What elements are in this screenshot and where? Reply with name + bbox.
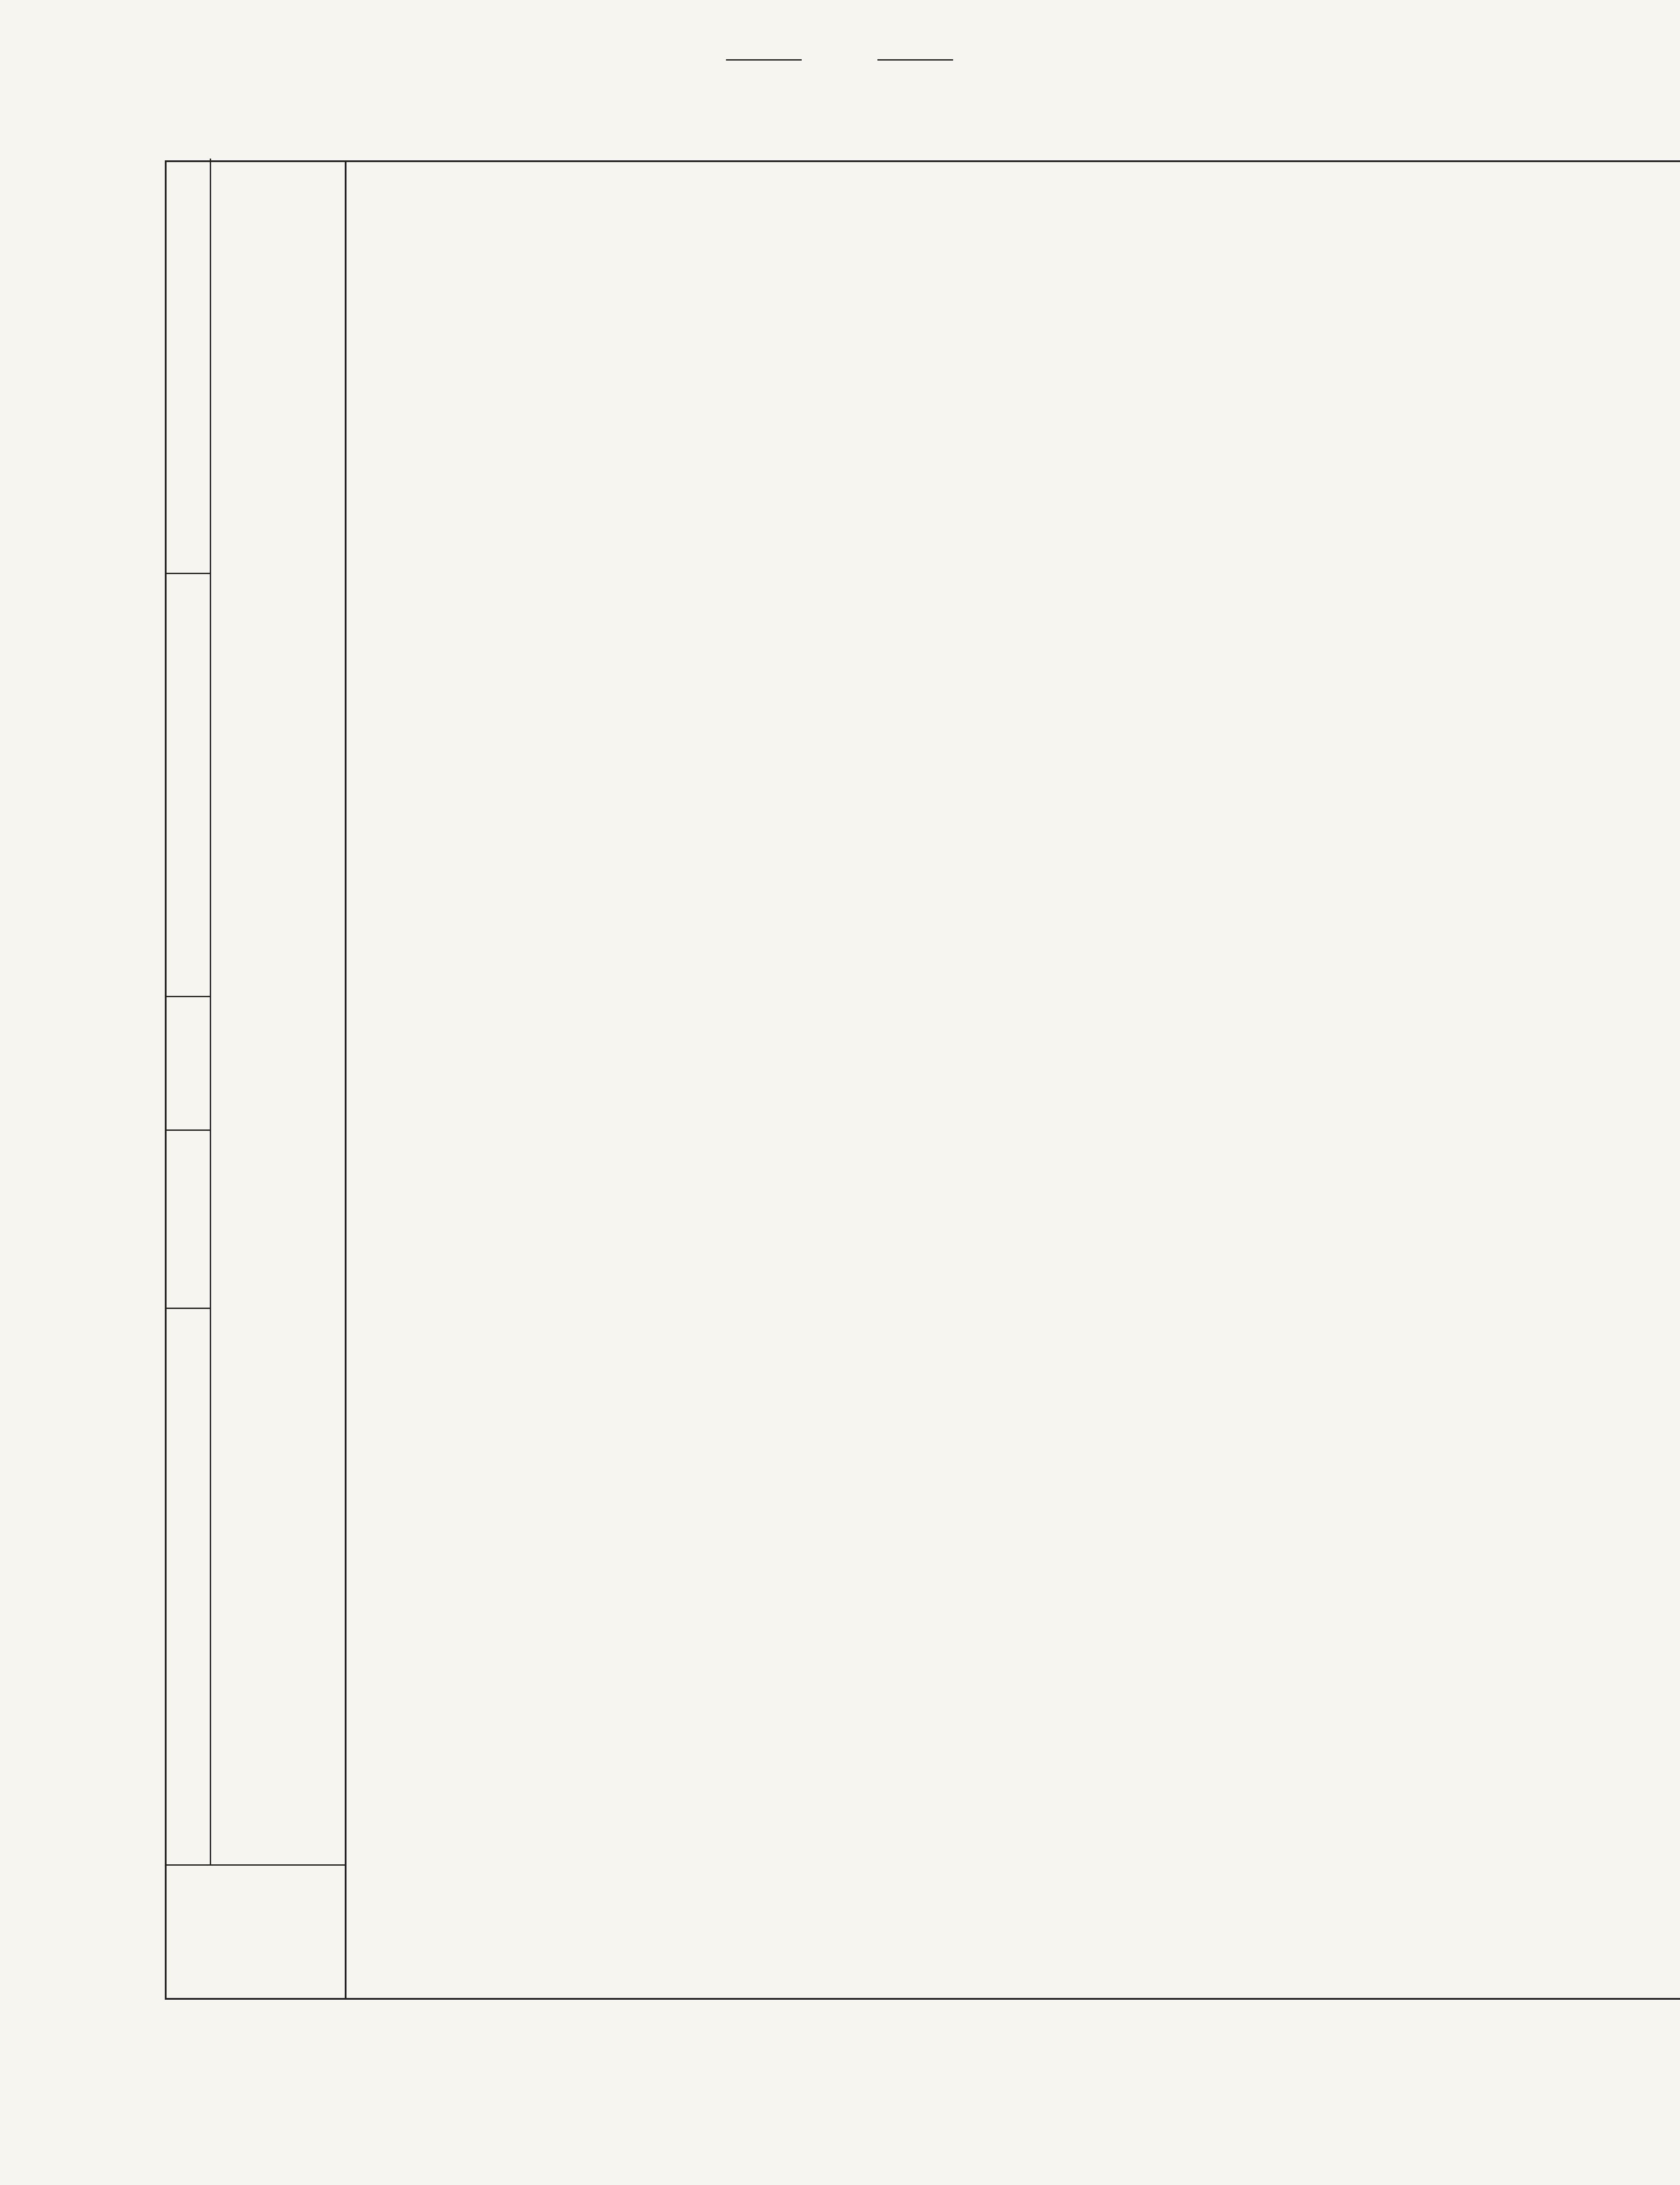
header-monat (167, 1864, 345, 1998)
table-header (167, 162, 347, 1998)
header-zahl-der-tage (167, 573, 211, 996)
header-bewoelkung (167, 1129, 211, 1308)
header-wind (167, 159, 211, 573)
header-lufttemperatur (167, 1308, 211, 1864)
header-niederschlag (167, 996, 211, 1129)
climate-table (165, 160, 1680, 2000)
rotated-table-frame (165, 160, 1680, 2000)
